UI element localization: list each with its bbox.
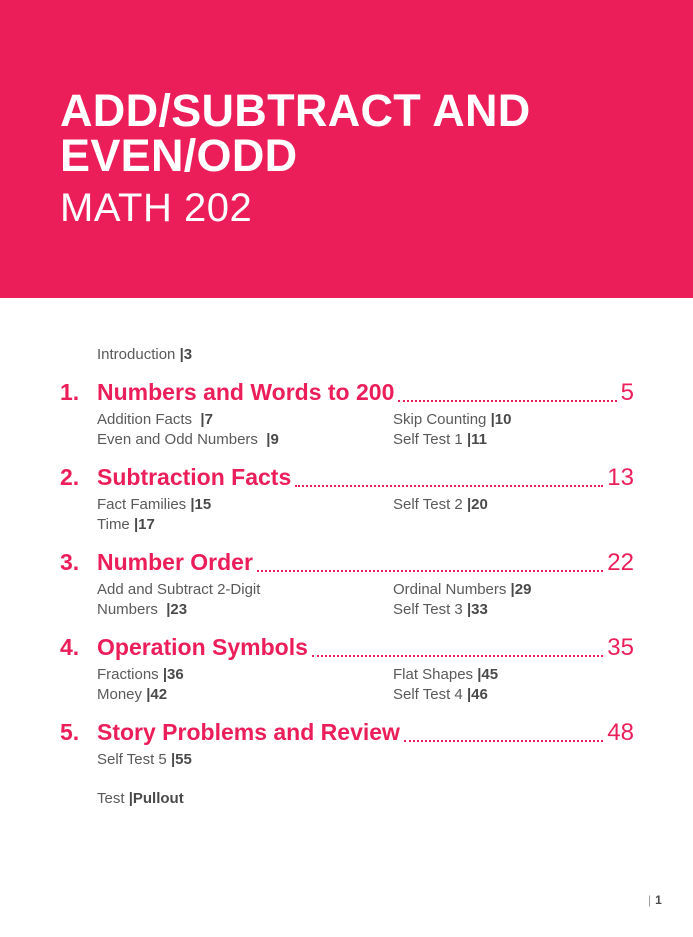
footer-separator: | — [648, 893, 652, 907]
lesson-page: |11 — [466, 431, 487, 448]
lesson-entry[interactable] — [393, 410, 511, 430]
lesson-page: |9 — [266, 431, 279, 448]
lesson-page: |20 — [466, 496, 488, 513]
lesson-entry[interactable] — [97, 495, 211, 515]
page-footer — [648, 893, 662, 907]
page-title — [60, 85, 531, 181]
lesson-label: Ordinal Numbers — [393, 581, 507, 598]
lesson-page: |15 — [190, 496, 212, 513]
lesson-entry[interactable] — [393, 685, 488, 705]
lesson-label: Fact Families — [97, 496, 187, 513]
unit-4-title: Operation Symbols — [97, 634, 308, 660]
unit-4-page: 35 — [607, 634, 634, 661]
title-line-1: ADD/SUBTRACT AND — [60, 85, 531, 136]
unit-2-number: 2. — [60, 464, 80, 490]
unit-1-number: 1. — [60, 379, 80, 405]
lesson-label: Even and Odd Numbers — [97, 431, 258, 448]
lesson-label: Flat Shapes — [393, 666, 474, 683]
unit-5-heading[interactable] — [60, 719, 634, 747]
unit-4-heading[interactable] — [60, 634, 634, 662]
unit-5-number: 5. — [60, 719, 80, 745]
unit-1-title: Numbers and Words to 200 — [97, 379, 395, 405]
lesson-entry[interactable] — [97, 665, 184, 685]
lesson-page: |55 — [170, 751, 192, 768]
lesson-entry[interactable] — [97, 515, 155, 535]
footer-page-number: 1 — [655, 893, 662, 907]
lesson-entry[interactable] — [97, 430, 279, 450]
course-subtitle: MATH 202 — [60, 186, 253, 230]
lesson-label: Addition Facts — [97, 411, 193, 428]
lesson-entry[interactable] — [97, 580, 260, 600]
lesson-page: |46 — [466, 686, 488, 703]
intro-page: |3 — [179, 346, 193, 363]
lesson-entry[interactable] — [393, 665, 498, 685]
unit-5-title: Story Problems and Review — [97, 719, 400, 745]
lesson-entry[interactable] — [393, 430, 487, 450]
lesson-entry[interactable] — [97, 410, 213, 430]
unit-5-page: 48 — [607, 719, 634, 746]
unit-2-page: 13 — [607, 464, 634, 491]
lesson-entry[interactable] — [97, 600, 187, 620]
unit-1-page: 5 — [620, 379, 634, 406]
unit-5-leader — [404, 740, 603, 742]
lesson-label: Numbers — [97, 601, 158, 618]
lesson-label: Money — [97, 686, 143, 703]
lesson-entry[interactable] — [393, 600, 488, 620]
lesson-label: Time — [97, 516, 130, 533]
lesson-page: |23 — [166, 601, 188, 618]
unit-2-leader — [295, 485, 603, 487]
lesson-page: |42 — [146, 686, 168, 703]
lesson-page: |29 — [510, 581, 532, 598]
lesson-label: Skip Counting — [393, 411, 487, 428]
lesson-entry[interactable] — [393, 580, 531, 600]
title-line-2: EVEN/ODD — [60, 130, 298, 181]
unit-4-number: 4. — [60, 634, 80, 660]
lesson-label: Self Test 2 — [393, 496, 463, 513]
lesson-label: Self Test 3 — [393, 601, 463, 618]
header-banner — [0, 0, 693, 298]
unit-2-heading[interactable] — [60, 464, 634, 492]
unit-3-number: 3. — [60, 549, 80, 575]
lesson-page: |7 — [200, 411, 213, 428]
lesson-label: Fractions — [97, 666, 159, 683]
lesson-page: |10 — [490, 411, 512, 428]
lesson-page: |45 — [477, 666, 499, 683]
intro-entry[interactable] — [97, 345, 192, 365]
test-entry[interactable] — [97, 789, 184, 809]
unit-4-leader — [312, 655, 603, 657]
unit-1-heading[interactable] — [60, 379, 634, 407]
lesson-label: Self Test 5 — [97, 751, 167, 768]
unit-1-leader — [398, 400, 616, 402]
lesson-page: |36 — [162, 666, 184, 683]
lesson-label: Self Test 4 — [393, 686, 463, 703]
lesson-page: |17 — [133, 516, 155, 533]
intro-label: Introduction — [97, 346, 176, 363]
lesson-label: Self Test 1 — [393, 431, 463, 448]
lesson-page: |33 — [466, 601, 488, 618]
lesson-label: Add and Subtract 2-Digit — [97, 581, 261, 598]
unit-3-title: Number Order — [97, 549, 253, 575]
lesson-entry[interactable] — [97, 750, 192, 770]
test-page: |Pullout — [128, 790, 184, 807]
unit-2-title: Subtraction Facts — [97, 464, 292, 490]
unit-3-leader — [257, 570, 603, 572]
test-label: Test — [97, 790, 125, 807]
lesson-entry[interactable] — [393, 495, 488, 515]
unit-3-page: 22 — [607, 549, 634, 576]
lesson-entry[interactable] — [97, 685, 167, 705]
unit-3-heading[interactable] — [60, 549, 634, 577]
